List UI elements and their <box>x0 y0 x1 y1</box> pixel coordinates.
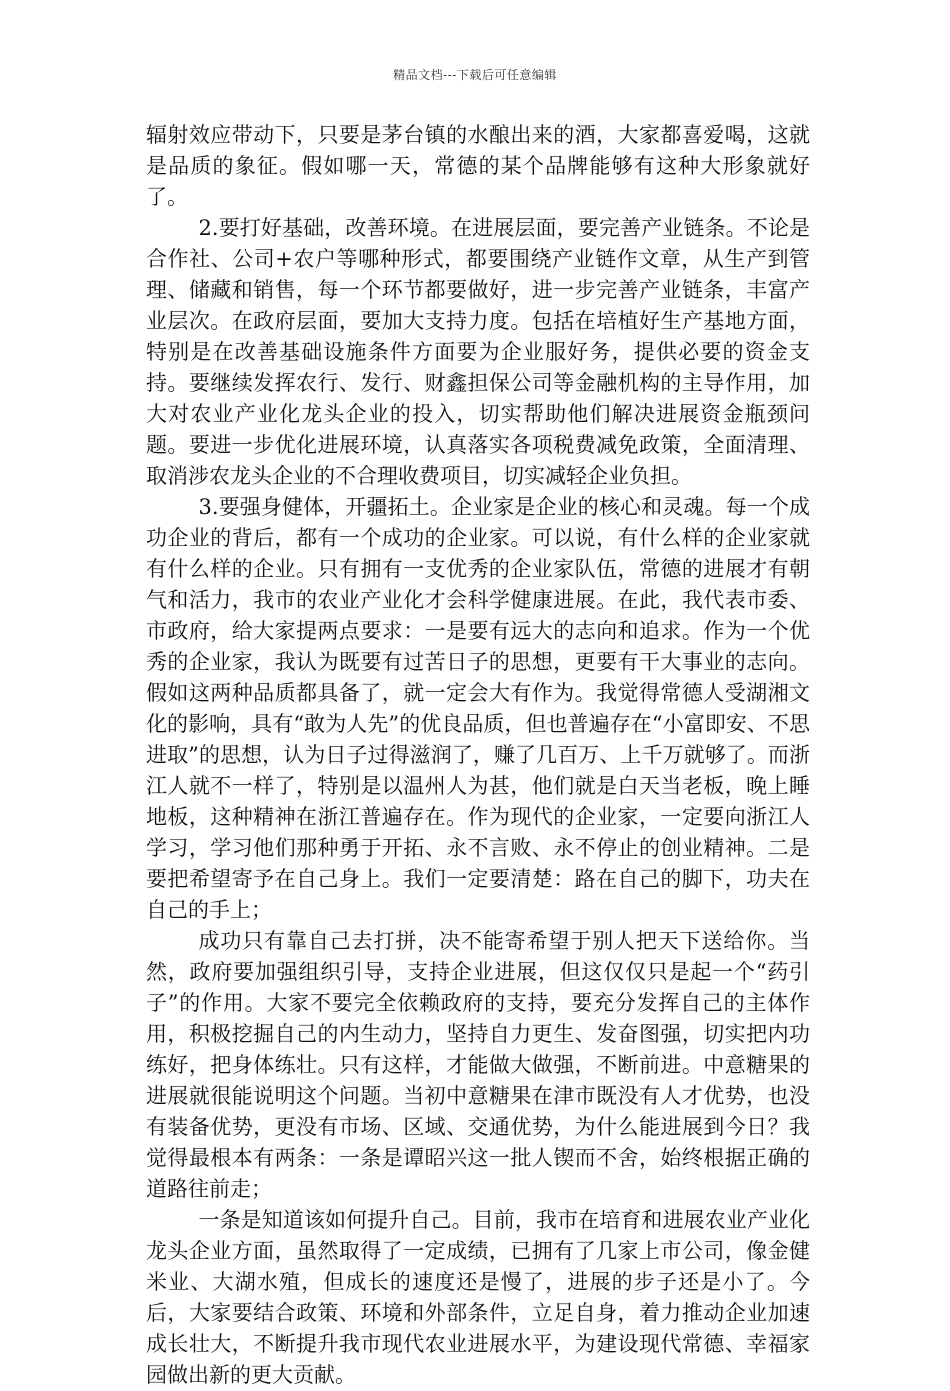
paragraph-3: 3.要强身健体，开疆拓土。企业家是企业的核心和灵魂。每一个成功企业的背后，都有一个成功的企业家。可以说，有什么样的企业家就有什么样的企业。只有拥有一支优秀的企业家队伍，常德的进展才有朝气和活力，我市的农业产业化才会科学健康进展。在此，我代表市委、市政府，给大家提两点要求：一是要有远大的志向和追求。作为一个优秀的企业家，我认为既要有过苦日子的思想，更要有干大事业的志向。假如这两种品质都具备了，就一定会大有作为。我觉得常德人受湖湘文化的影响，具有“敢为人先”的优良品质，但也普遍存在“小富即安、不思进取”的思想，认为日子过得滋润了，赚了几百万、上千万就够了。而浙江人就不一样了，特别是以温州人为甚，他们就是白天当老板，晚上睡地板，这种精神在浙江普遍存在。作为现代的企业家，一定要向浙江人学习，学习他们那种勇于开拓、永不言败、永不停止的创业精神。二是要把希望寄予在自己身上。我们一定要清楚：路在自己的脚下，功夫在自己的手上； <box>146 495 810 922</box>
paragraph-1: 辐射效应带动下，只要是茅台镇的水酿出来的酒，大家都喜爱喝，这就是品质的象征。假如哪一天，常德的某个品牌能够有这种大形象就好了。 <box>146 123 810 209</box>
page-header: 精品文档---下载后可任意编辑 <box>393 68 557 82</box>
paragraph-5: 一条是知道该如何提升自己。目前，我市在培育和进展农业产业化龙头企业方面，虽然取得了一定成绩，已拥有了几家上市公司，像金健米业、大湖水殖，但成长的速度还是慢了，进展的步子还是小了。今后，大家要结合政策、环境和外部条件，立足自身，着力推动企业加速成长壮大，不断提升我市现代农业进展水平，为建设现代常德、幸福家园做出新的更大贡献。 <box>146 1208 810 1387</box>
document-body <box>146 120 810 1391</box>
paragraph-4: 成功只有靠自己去打拼，决不能寄希望于别人把天下送给你。当然，政府要加强组织引导，支持企业进展，但这仅仅只是起一个“药引子”的作用。大家不要完全依赖政府的支持，要充分发挥自己的主体作用，积极挖掘自己的内生动力，坚持自力更生、发奋图强，切实把内功练好，把身体练壮。只有这样，才能做大做强，不断前进。中意糖果的进展就很能说明这个问题。当初中意糖果在津市既没有人才优势，也没有装备优势，更没有市场、区域、交通优势，为什么能进展到今日？我觉得最根本有两条：一条是谭昭兴这一批人锲而不舍，始终根据正确的道路往前走； <box>146 929 810 1201</box>
paragraph-2: 2.要打好基础，改善环境。在进展层面，要完善产业链条。不论是合作社、公司+农户等哪种形式，都要围绕产业链作文章，从生产到管理、储藏和销售，每一个环节都要做好，进一步完善产业链条，丰富产业层次。在政府层面，要加大支持力度。包括在培植好生产基地方面，特别是在改善基础设施条件方面要为企业服好务，提供必要的资金支持。要继续发挥农行、发行、财鑫担保公司等金融机构的主导作用，加大对农业产业化龙头企业的投入，切实帮助他们解决进展资金瓶颈问题。要进一步优化进展环境，认真落实各项税费减免政策，全面清理、取消涉农龙头企业的不合理收费项目，切实减轻企业负担。 <box>146 216 810 488</box>
